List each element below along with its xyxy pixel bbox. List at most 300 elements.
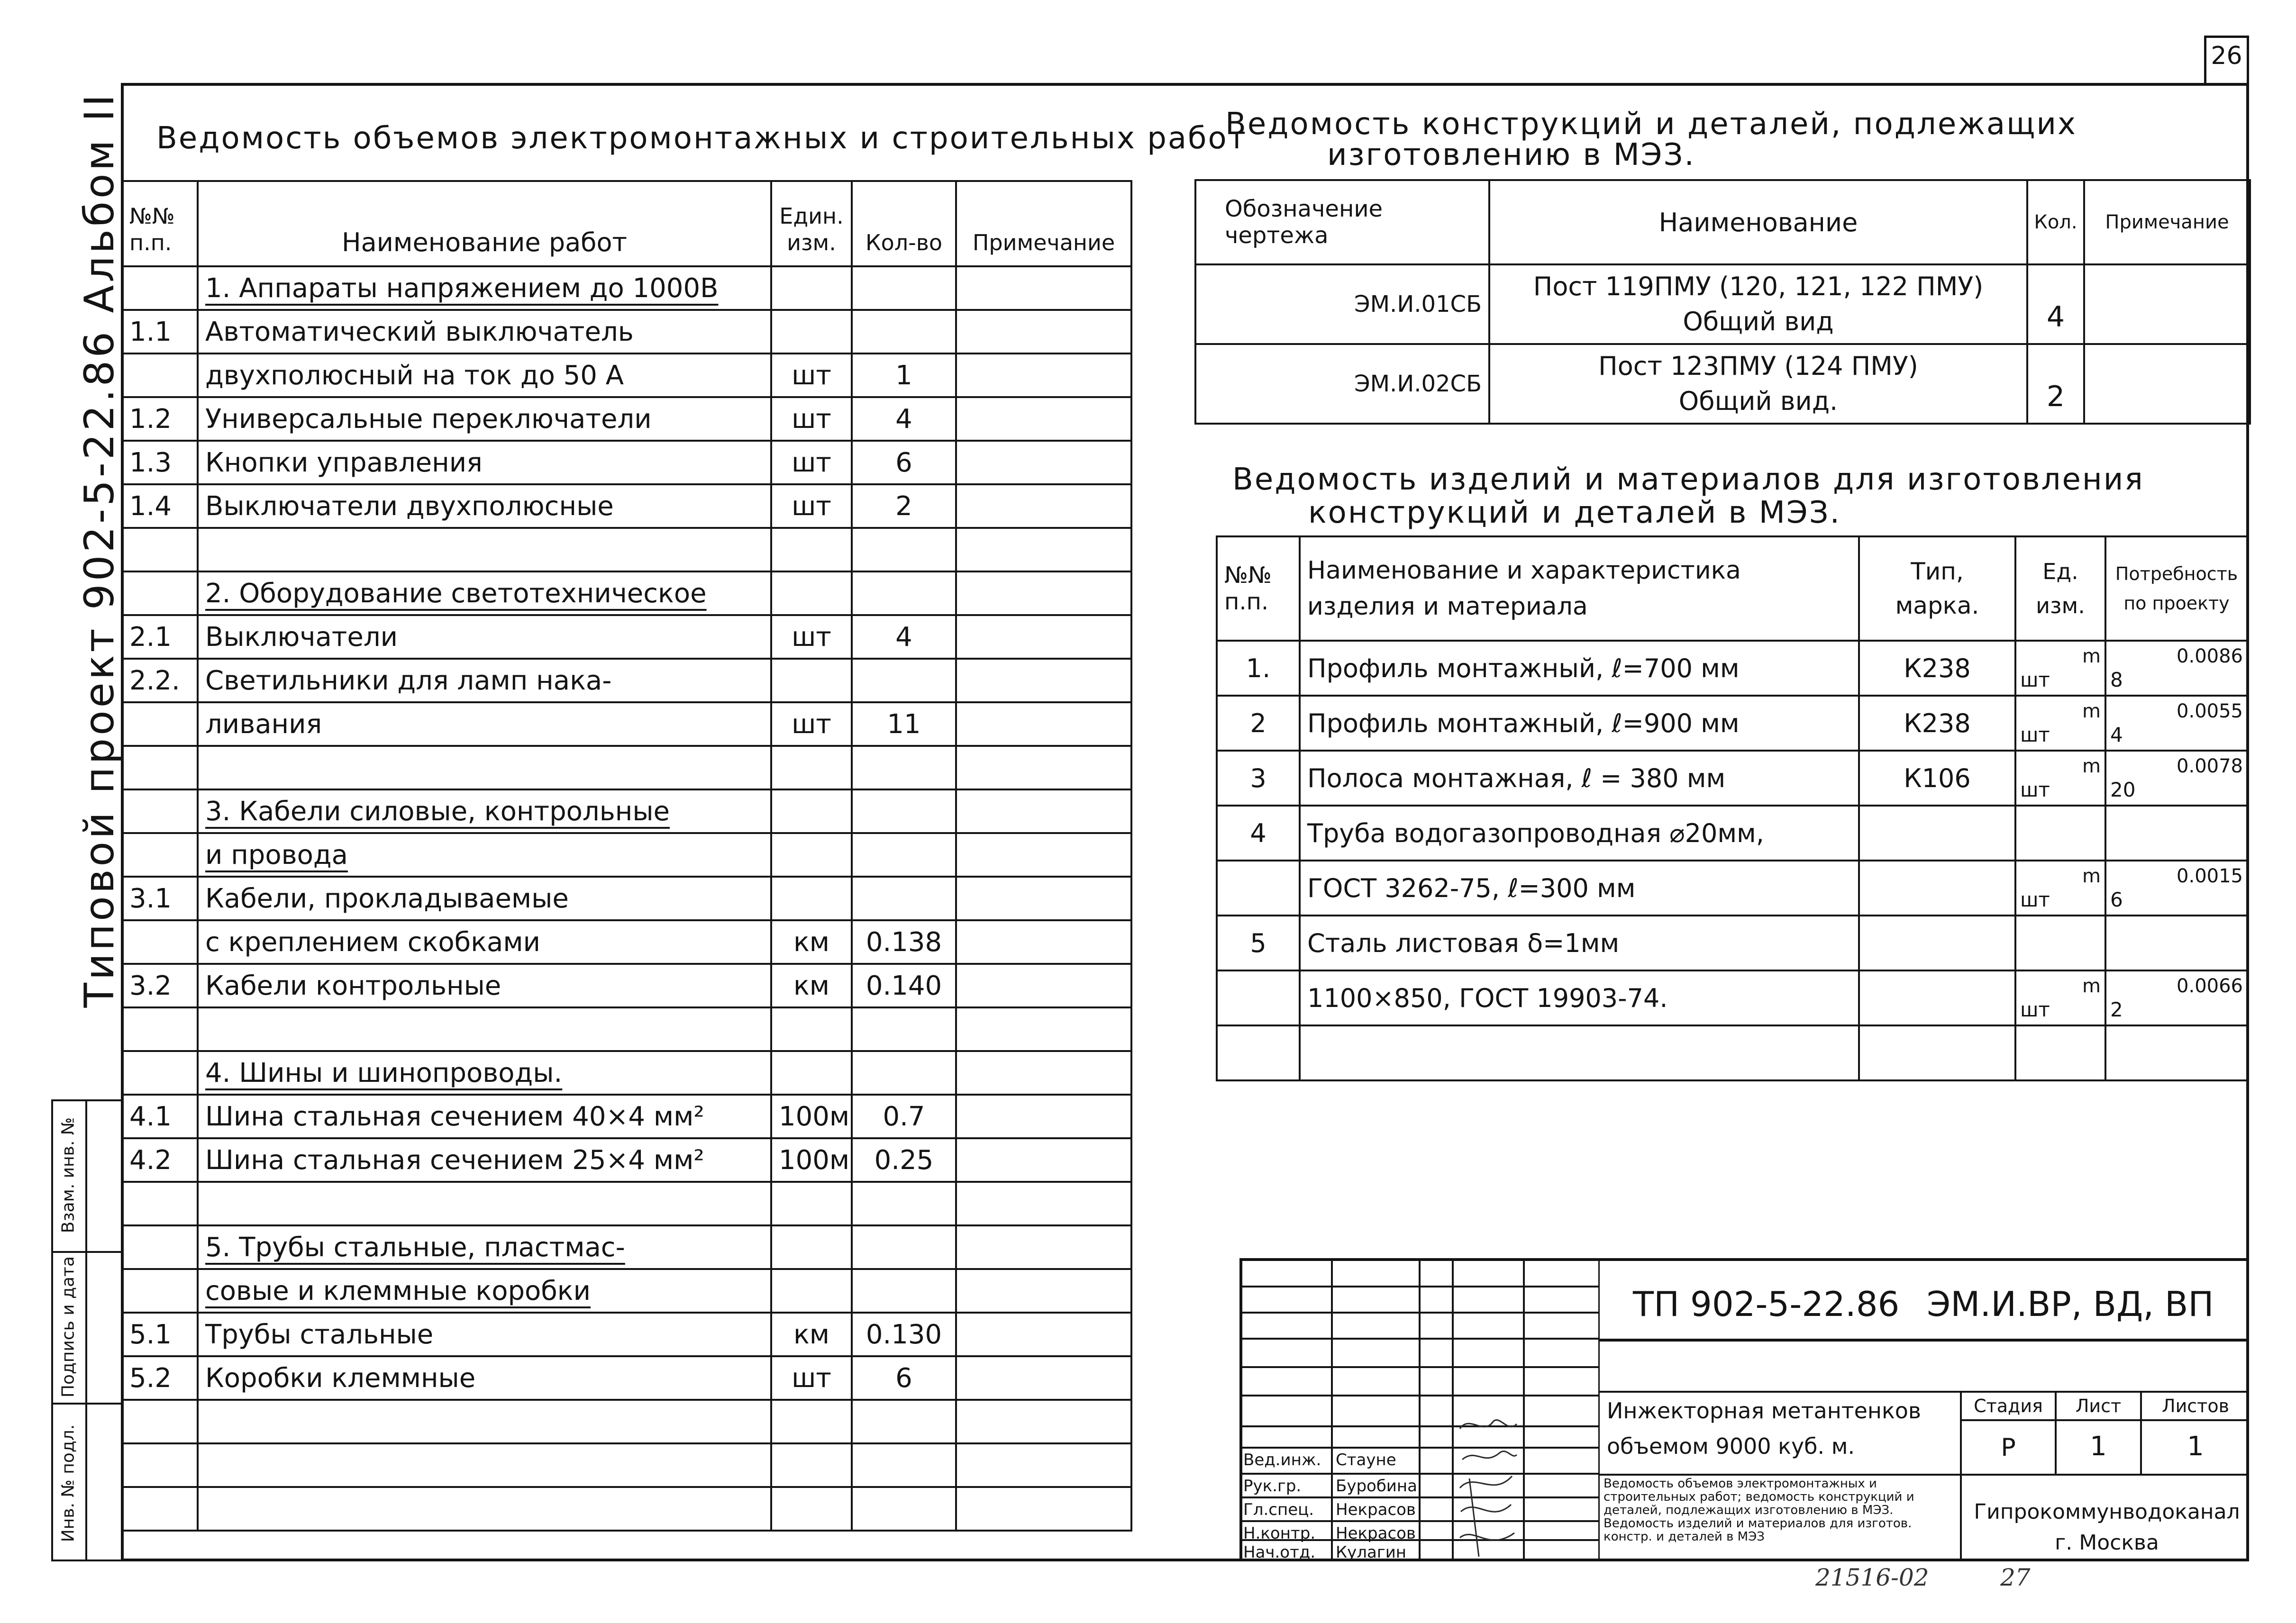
row-number <box>1217 1025 1300 1080</box>
row-unit <box>2015 696 2105 751</box>
row-qty <box>852 1225 956 1269</box>
row-name: 1100×850, ГОСТ 19903-74. <box>1300 970 1859 1025</box>
col-header-need: Потребность по проекту <box>2105 536 2248 641</box>
row-number <box>122 702 198 746</box>
table-row <box>122 615 1131 659</box>
personnel-name: Кулагин <box>1336 1543 1407 1562</box>
row-qty <box>852 528 956 571</box>
table-row <box>122 746 1131 789</box>
row-type <box>1859 970 2015 1025</box>
title-block <box>1239 1258 2249 1561</box>
row-note <box>956 310 1131 354</box>
table-row <box>122 571 1131 615</box>
row-note <box>956 615 1131 659</box>
tb-line <box>1960 1391 1962 1561</box>
table-row <box>122 789 1131 833</box>
personnel-name: Буробина <box>1336 1477 1417 1496</box>
row-unit <box>771 1007 852 1051</box>
fraction-top: 2 <box>2110 998 2123 1021</box>
fraction-top: шт <box>2020 778 2050 801</box>
row-name: 4. Шины и шинопроводы. <box>198 1051 771 1095</box>
fraction-bottom: m <box>2082 645 2101 667</box>
fraction-top: шт <box>2020 888 2050 911</box>
drawing-code: ТП 902-5-22.86 <box>1633 1284 1900 1324</box>
tb-line <box>1600 1339 2249 1342</box>
row-note <box>956 354 1131 397</box>
inventory-number: 21516-02 <box>1815 1564 1929 1591</box>
row-need <box>2105 696 2248 751</box>
row-qty: 11 <box>852 702 956 746</box>
row-qty <box>852 789 956 833</box>
row-qty: 6 <box>852 441 956 484</box>
row-name: Шина стальная сечением 40×4 мм² <box>198 1095 771 1138</box>
row-name: Выключатели двухполюсные <box>198 484 771 528</box>
works-title: Ведомость объемов электромонтажных и строительных работ <box>156 121 1247 156</box>
row-number: 2.2. <box>122 659 198 702</box>
drawing-code: ЭМ.И.02СБ <box>1195 344 1489 424</box>
row-unit: шт <box>771 1356 852 1400</box>
page-number: 26 <box>2211 42 2242 70</box>
row-unit: км <box>771 1313 852 1356</box>
table-row <box>122 877 1131 920</box>
row-unit <box>771 659 852 702</box>
row-unit: км <box>771 964 852 1007</box>
row-unit: 100м <box>771 1138 852 1182</box>
row-number <box>122 528 198 571</box>
item-qty: 2 <box>2027 344 2084 424</box>
row-number: 5.1 <box>122 1313 198 1356</box>
row-name: Светильники для ламп нака- <box>198 659 771 702</box>
table-row <box>122 920 1131 964</box>
row-unit <box>2015 751 2105 806</box>
table-row <box>122 310 1131 354</box>
row-qty: 0.140 <box>852 964 956 1007</box>
row-unit: шт <box>771 615 852 659</box>
row-number <box>122 266 198 310</box>
col-header-name: Наименование работ <box>198 181 771 266</box>
row-name <box>198 1443 771 1487</box>
row-note <box>956 1225 1131 1269</box>
fraction-top: 20 <box>2110 778 2136 801</box>
row-qty: 6 <box>852 1356 956 1400</box>
row-number <box>122 1443 198 1487</box>
organization: Гипрокоммунводоканал <box>1974 1500 2240 1524</box>
row-unit: км <box>771 920 852 964</box>
row-number <box>122 1007 198 1051</box>
row-unit <box>2015 641 2105 696</box>
row-name: с креплением скобками <box>198 920 771 964</box>
fraction-bottom: m <box>2082 755 2101 777</box>
table-row <box>1217 970 2248 1025</box>
row-name <box>198 528 771 571</box>
row-qty <box>852 1269 956 1313</box>
row-type <box>1859 806 2015 861</box>
col-header-unit: Ед. изм. <box>2015 536 2105 641</box>
fraction-bottom: 0.0055 <box>2177 700 2243 722</box>
row-number: 2 <box>1217 696 1300 751</box>
item-name <box>1489 264 2027 344</box>
object-line: Инжекторная метантенков <box>1607 1398 1921 1424</box>
row-note <box>956 702 1131 746</box>
row-name: 5. Трубы стальные, пластмас- <box>198 1225 771 1269</box>
row-number <box>122 789 198 833</box>
table-row <box>122 1095 1131 1138</box>
col-header-qty: Кол-во <box>852 181 956 266</box>
stage-value: Р <box>2001 1433 2016 1462</box>
row-number <box>122 571 198 615</box>
row-qty <box>852 1182 956 1225</box>
row-unit <box>771 1051 852 1095</box>
table-row <box>1217 1025 2248 1080</box>
row-name: Сталь листовая δ=1мм <box>1300 916 1859 970</box>
constructions-title-line2: изготовлению в МЭЗ. <box>1327 137 1695 172</box>
table-row <box>122 702 1131 746</box>
row-number <box>122 1225 198 1269</box>
table-row <box>122 1051 1131 1095</box>
row-unit: шт <box>771 702 852 746</box>
row-number: 4.2 <box>122 1138 198 1182</box>
fraction-bottom: m <box>2082 975 2101 997</box>
fraction-bottom: m <box>2082 865 2101 887</box>
city: г. Москва <box>2055 1531 2159 1555</box>
row-name <box>198 1007 771 1051</box>
row-type: К238 <box>1859 641 2015 696</box>
sheets-value: 1 <box>2187 1431 2204 1462</box>
row-unit <box>771 789 852 833</box>
row-note <box>956 528 1131 571</box>
row-number <box>122 1269 198 1313</box>
row-name: 1. Аппараты напряжением до 1000В <box>198 266 771 310</box>
col-header-number: №№ п.п. <box>1217 536 1300 641</box>
row-number: 3 <box>1217 751 1300 806</box>
row-unit <box>771 1225 852 1269</box>
personnel-name: Некрасов <box>1336 1524 1416 1543</box>
table-row <box>122 1269 1131 1313</box>
row-note <box>956 1269 1131 1313</box>
works-table <box>121 180 1132 1532</box>
row-number: 1.2 <box>122 397 198 441</box>
row-note <box>956 1095 1131 1138</box>
row-need <box>2105 916 2248 970</box>
row-name: Профиль монтажный, ℓ=700 мм <box>1300 641 1859 696</box>
row-qty: 0.130 <box>852 1313 956 1356</box>
personnel-role: Рук.гр. <box>1243 1477 1302 1496</box>
materials-table <box>1216 535 2249 1081</box>
item-name-line: Пост 123ПМУ (124 ПМУ) <box>1598 351 1918 381</box>
row-number: 3.2 <box>122 964 198 1007</box>
col-header-drawing: Обозначение чертежа <box>1195 180 1489 264</box>
object-line: объемом 9000 куб. м. <box>1607 1433 1855 1459</box>
table-row <box>122 1225 1131 1269</box>
drawing-code: ЭМ.И.01СБ <box>1195 264 1489 344</box>
table-row <box>122 266 1131 310</box>
materials-title-line1: Ведомость изделий и материалов для изготовления <box>1232 462 2144 497</box>
table-row <box>122 1313 1131 1356</box>
signatures <box>1455 1414 1522 1557</box>
row-unit <box>771 1443 852 1487</box>
item-note <box>2084 264 2250 344</box>
row-name: Кабели контрольные <box>198 964 771 1007</box>
table-row <box>1195 264 2250 344</box>
row-note <box>956 441 1131 484</box>
table-row <box>122 1400 1131 1443</box>
row-name: 2. Оборудование светотехническое <box>198 571 771 615</box>
item-note <box>2084 344 2250 424</box>
row-qty <box>852 659 956 702</box>
row-name: Кабели, прокладываемые <box>198 877 771 920</box>
personnel-role: Гл.спец. <box>1243 1500 1314 1519</box>
row-unit <box>2015 1025 2105 1080</box>
fraction-bottom: 0.0078 <box>2177 755 2243 777</box>
row-unit <box>771 833 852 877</box>
table-row <box>122 441 1131 484</box>
table-row <box>122 659 1131 702</box>
row-note <box>956 746 1131 789</box>
table-row <box>122 1443 1131 1487</box>
row-note <box>956 397 1131 441</box>
row-name: Профиль монтажный, ℓ=900 мм <box>1300 696 1859 751</box>
row-qty: 0.25 <box>852 1138 956 1182</box>
row-qty <box>852 266 956 310</box>
row-name <box>198 1182 771 1225</box>
fraction-top: 4 <box>2110 723 2123 746</box>
row-qty <box>852 1051 956 1095</box>
row-unit: шт <box>771 397 852 441</box>
row-name <box>198 1400 771 1443</box>
row-unit <box>2015 970 2105 1025</box>
row-note <box>956 1443 1131 1487</box>
fraction-bottom: 0.0015 <box>2177 865 2243 887</box>
tb-line <box>1960 1419 2249 1421</box>
row-qty: 4 <box>852 615 956 659</box>
row-qty <box>852 1443 956 1487</box>
table-row <box>122 964 1131 1007</box>
row-number: 2.1 <box>122 615 198 659</box>
table-row <box>1217 641 2248 696</box>
row-number: 1.1 <box>122 310 198 354</box>
row-name: Универсальные переключатели <box>198 397 771 441</box>
col-header-number: №№ п.п. <box>122 181 198 266</box>
row-need <box>2105 751 2248 806</box>
row-note <box>956 1051 1131 1095</box>
row-unit: шт <box>771 441 852 484</box>
row-unit <box>2015 916 2105 970</box>
row-unit <box>771 1400 852 1443</box>
row-number <box>122 746 198 789</box>
row-name: Кнопки управления <box>198 441 771 484</box>
album-title: Типовой проект 902-5-22.86 Альбом II <box>76 91 123 1008</box>
table-row <box>122 1138 1131 1182</box>
side-stamp-divider <box>51 1251 123 1253</box>
row-number <box>1217 861 1300 916</box>
row-number <box>122 1051 198 1095</box>
row-unit <box>771 746 852 789</box>
row-need <box>2105 1025 2248 1080</box>
fraction-top: шт <box>2020 668 2050 691</box>
row-note <box>956 833 1131 877</box>
row-note <box>956 1182 1131 1225</box>
table-row <box>122 528 1131 571</box>
row-note <box>956 1487 1131 1531</box>
sheet-label: Лист <box>2075 1396 2122 1416</box>
row-type <box>1859 861 2015 916</box>
tb-line <box>1600 1474 2249 1476</box>
row-qty <box>852 1487 956 1531</box>
col-header-name: Наименование и характеристика изделия и материала <box>1300 536 1859 641</box>
personnel-name: Стауне <box>1336 1451 1396 1469</box>
row-number: 1.3 <box>122 441 198 484</box>
row-unit: 100м <box>771 1095 852 1138</box>
col-header-name: Наименование <box>1489 180 2027 264</box>
side-stamp-divider <box>85 1099 87 1561</box>
row-type: К238 <box>1859 696 2015 751</box>
fraction-top: шт <box>2020 998 2050 1021</box>
row-note <box>956 571 1131 615</box>
side-stamp-label: Взам. инв. № <box>58 1117 78 1233</box>
row-name: и провода <box>198 833 771 877</box>
row-unit <box>771 1487 852 1531</box>
materials-body <box>1217 641 2248 1080</box>
row-note <box>956 877 1131 920</box>
sheet-value: 1 <box>2090 1431 2107 1462</box>
row-name: 3. Кабели силовые, контрольные <box>198 789 771 833</box>
col-header-qty: Кол. <box>2027 180 2084 264</box>
row-unit <box>2015 806 2105 861</box>
row-qty: 0.138 <box>852 920 956 964</box>
row-unit: шт <box>771 354 852 397</box>
row-qty <box>852 1007 956 1051</box>
personnel-role: Вед.инж. <box>1243 1451 1321 1469</box>
stage-label: Стадия <box>1974 1396 2043 1416</box>
row-type: К106 <box>1859 751 2015 806</box>
row-note <box>956 659 1131 702</box>
materials-title-line2: конструкций и деталей в МЭЗ. <box>1308 495 1841 530</box>
fraction-top: 8 <box>2110 668 2123 691</box>
row-qty <box>852 746 956 789</box>
row-number <box>122 833 198 877</box>
row-qty <box>852 833 956 877</box>
row-number: 4.1 <box>122 1095 198 1138</box>
row-qty: 2 <box>852 484 956 528</box>
row-need <box>2105 970 2248 1025</box>
row-type <box>1859 1025 2015 1080</box>
row-note <box>956 964 1131 1007</box>
personnel-role: Н.контр. <box>1243 1524 1316 1543</box>
item-name-line: Общий вид <box>1683 307 1834 336</box>
table-row <box>1217 806 2248 861</box>
row-number <box>122 1400 198 1443</box>
side-stamp-label: Подпись и дата <box>58 1256 78 1398</box>
row-name: Полоса монтажная, ℓ = 380 мм <box>1300 751 1859 806</box>
table-row <box>122 354 1131 397</box>
row-type <box>1859 916 2015 970</box>
table-row <box>122 397 1131 441</box>
row-unit <box>2015 861 2105 916</box>
fraction-top: 6 <box>2110 888 2123 911</box>
row-qty <box>852 310 956 354</box>
row-note <box>956 266 1131 310</box>
item-name-line: Пост 119ПМУ (120, 121, 122 ПМУ) <box>1533 272 1984 301</box>
row-name: ГОСТ 3262-75, ℓ=300 мм <box>1300 861 1859 916</box>
row-name: Выключатели <box>198 615 771 659</box>
row-number <box>122 1182 198 1225</box>
sheet-description: Ведомость объемов электромонтажных и строительных работ; ведомость конструкций и деталей, подлежащих изготовлению в МЭЗ. Ведомость изделий и материалов для изготов. констр. и деталей в МЭЗ <box>1604 1477 1914 1544</box>
row-note <box>956 1007 1131 1051</box>
row-unit <box>771 1269 852 1313</box>
row-name: ливания <box>198 702 771 746</box>
row-note <box>956 1400 1131 1443</box>
col-header-note: Примечание <box>2084 180 2250 264</box>
col-header-type: Тип, марка. <box>1859 536 2015 641</box>
row-note <box>956 1356 1131 1400</box>
col-header-note: Примечание <box>956 181 1131 266</box>
table-row <box>1217 696 2248 751</box>
table-row <box>122 1007 1131 1051</box>
row-need <box>2105 641 2248 696</box>
table-row <box>1217 861 2248 916</box>
fraction-top: шт <box>2020 723 2050 746</box>
personnel-name: Некрасов <box>1336 1500 1416 1519</box>
row-name: Труба водогазопроводная ⌀20мм, <box>1300 806 1859 861</box>
row-unit <box>771 310 852 354</box>
fraction-bottom: 0.0066 <box>2177 975 2243 997</box>
fraction-bottom: 0.0086 <box>2177 645 2243 667</box>
table-row <box>122 1356 1131 1400</box>
item-name <box>1489 344 2027 424</box>
row-number: 5 <box>1217 916 1300 970</box>
row-number <box>122 920 198 964</box>
fraction-bottom: m <box>2082 700 2101 722</box>
row-number <box>122 354 198 397</box>
row-need <box>2105 806 2248 861</box>
table-row <box>1217 916 2248 970</box>
side-stamp-divider <box>51 1403 123 1405</box>
row-name: Автоматический выключатель <box>198 310 771 354</box>
table-row <box>122 1182 1131 1225</box>
item-name-line: Общий вид. <box>1678 386 1838 416</box>
row-note <box>956 1313 1131 1356</box>
row-name: Трубы стальные <box>198 1313 771 1356</box>
footer-number: 27 <box>2000 1564 2031 1591</box>
row-name: двухполюсный на ток до 50 А <box>198 354 771 397</box>
row-note <box>956 484 1131 528</box>
row-qty <box>852 571 956 615</box>
row-qty: 0.7 <box>852 1095 956 1138</box>
row-name: совые и клеммные коробки <box>198 1269 771 1313</box>
row-need <box>2105 861 2248 916</box>
drawing-mark: ЭМ.И.ВР, ВД, ВП <box>1927 1284 2214 1324</box>
sheets-label: Листов <box>2162 1396 2229 1416</box>
table-row <box>1217 751 2248 806</box>
table-row <box>1195 344 2250 424</box>
row-name <box>198 746 771 789</box>
row-note <box>956 920 1131 964</box>
row-name <box>1300 1025 1859 1080</box>
row-unit <box>771 1182 852 1225</box>
row-name: Коробки клеммные <box>198 1356 771 1400</box>
constructions-title-line1: Ведомость конструкций и деталей, подлежащих <box>1225 107 2077 142</box>
item-qty: 4 <box>2027 264 2084 344</box>
row-number: 5.2 <box>122 1356 198 1400</box>
table-row <box>122 484 1131 528</box>
row-number <box>1217 970 1300 1025</box>
row-number: 3.1 <box>122 877 198 920</box>
row-number <box>122 1487 198 1531</box>
row-number: 4 <box>1217 806 1300 861</box>
row-unit <box>771 266 852 310</box>
row-unit <box>771 571 852 615</box>
row-note <box>956 789 1131 833</box>
